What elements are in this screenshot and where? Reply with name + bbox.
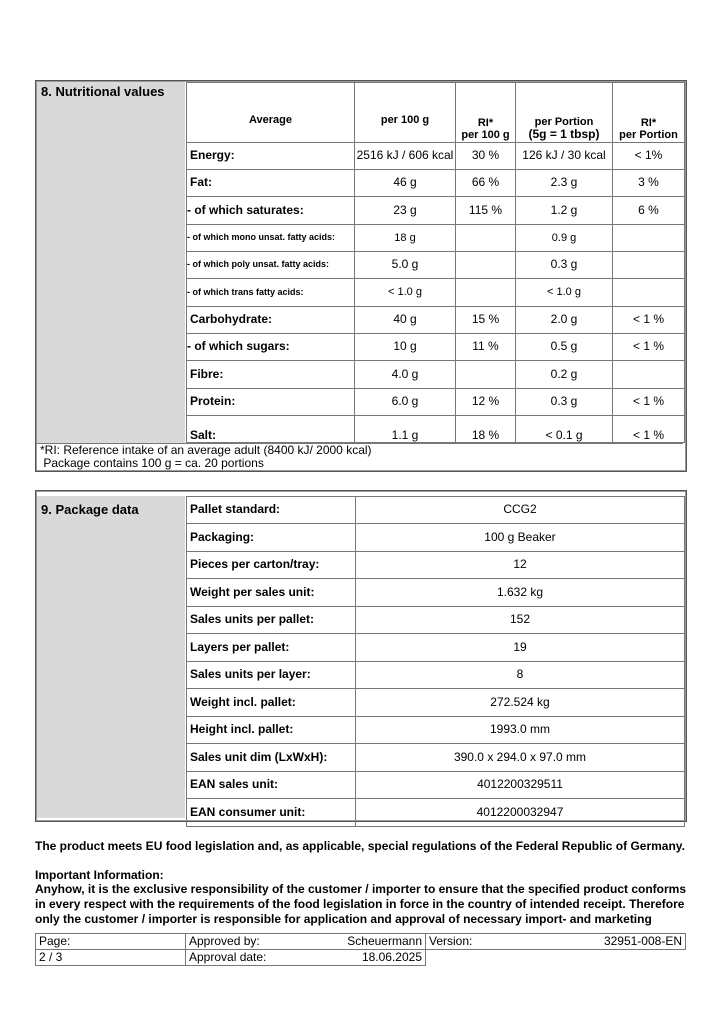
empty-cell [426,950,686,966]
nutrient-riportion [613,279,685,307]
package-gray-panel [37,496,185,818]
nutrient-ri100 [456,225,516,252]
nutrient-ri100: 115 % [456,197,516,225]
package-label: Sales units per layer: [187,662,356,689]
nutrient-riportion: 3 % [613,170,685,197]
header-portion-line2: (5g = 1 tbsp) [528,126,600,141]
package-row [187,524,685,552]
nutrient-label: Energy: [187,143,355,170]
package-title: 9. Package data [41,502,139,517]
package-value: 4012200329511 [356,772,685,799]
package-row [187,744,685,772]
nutrient-ri100 [456,279,516,307]
nutrient-portion: < 1.0 g [516,279,613,307]
package-value: 390.0 x 294.0 x 97.0 mm [356,744,685,772]
nutrient-ri100: 18 % [456,416,516,443]
approval-date-label: Approval date: [189,949,267,964]
nutrient-label: Carbohydrate: [187,307,355,334]
header-ri100 [456,83,516,143]
nutrient-per100: 18 g [355,225,456,252]
package-label: EAN consumer unit: [187,799,356,827]
approved-by-cell [186,934,426,950]
nutrition-gray-panel [37,82,185,444]
nutrient-per100: 2516 kJ / 606 kcal [355,143,456,170]
nutrient-riportion [613,225,685,252]
nutrient-per100: < 1.0 g [355,279,456,307]
nutrient-per100: 10 g [355,334,456,361]
nutrition-row [187,334,685,361]
nutrient-portion: 0.3 g [516,252,613,279]
nutrient-per100: 5.0 g [355,252,456,279]
ri-footnote: *RI: Reference intake of an average adult (8400 kJ/ 2000 kcal) [40,443,372,457]
nutrient-per100: 1.1 g [355,416,456,443]
nutrient-portion: 0.9 g [516,225,613,252]
nutrient-portion: 2.0 g [516,307,613,334]
nutrient-riportion: < 1 % [613,307,685,334]
nutrient-per100: 40 g [355,307,456,334]
nutrient-ri100 [456,252,516,279]
nutrient-riportion: < 1 % [613,416,685,443]
nutrient-per100: 46 g [355,170,456,197]
package-row [187,634,685,662]
nutrition-row [187,279,685,307]
header-riportion-line1: RI* [640,116,657,129]
header-average: Average [187,83,355,143]
package-value: CCG2 [356,497,685,524]
approval-date-cell [186,950,426,966]
page-value: 2 / 3 [36,950,186,966]
package-label: Sales units per pallet: [187,607,356,634]
package-value: 100 g Beaker [356,524,685,552]
nutrient-per100: 4.0 g [355,361,456,389]
nutrition-row [187,361,685,389]
nutrition-row [187,389,685,416]
nutrient-per100: 23 g [355,197,456,225]
nutrient-portion: 1.2 g [516,197,613,225]
portion-footnote: Package contains 100 g = ca. 20 portions [40,456,264,470]
package-value: 19 [356,634,685,662]
header-riportion-line2: per Portion [619,128,678,141]
nutrient-ri100: 11 % [456,334,516,361]
header-portion-line1: per Portion [534,115,594,128]
approved-by-value: Scheuermann [347,933,422,948]
nutrient-ri100: 66 % [456,170,516,197]
footer-table [35,933,686,966]
nutrient-portion: < 0.1 g [516,416,613,443]
package-label: Height incl. pallet: [187,717,356,744]
package-row [187,717,685,744]
nutrient-portion: 0.2 g [516,361,613,389]
nutrition-row [187,170,685,197]
package-row [187,689,685,717]
package-label: Pallet standard: [187,497,356,524]
package-value: 4012200032947 [356,799,685,827]
nutrient-label: Fibre: [187,361,355,389]
approval-date-value: 18.06.2025 [361,949,422,964]
approved-by-label: Approved by: [189,933,260,948]
package-row [187,772,685,799]
header-ri100-line2: per 100 g [461,128,510,141]
nutrient-riportion: < 1 % [613,334,685,361]
nutrient-label: - of which trans fatty acids: [187,279,355,307]
package-row [187,497,685,524]
nutrient-portion: 0.5 g [516,334,613,361]
nutrition-table [186,82,685,443]
package-label: Sales unit dim (LxWxH): [187,744,356,772]
package-label: EAN sales unit: [187,772,356,799]
nutrient-ri100: 12 % [456,389,516,416]
package-label: Weight incl. pallet: [187,689,356,717]
nutrient-label: - of which sugars: [187,334,355,361]
nutrient-portion: 2.3 g [516,170,613,197]
package-value: 12 [356,552,685,579]
nutrient-label: - of which poly unsat. fatty acids: [187,252,355,279]
header-per100: per 100 g [355,83,456,143]
package-row [187,799,685,827]
nutrition-row [187,252,685,279]
package-value: 152 [356,607,685,634]
version-cell [426,934,686,950]
nutrient-riportion [613,361,685,389]
footer-row [36,934,686,950]
header-riportion [613,83,685,143]
nutrient-label: Salt: [187,416,355,443]
nutrient-riportion [613,252,685,279]
nutrient-ri100 [456,361,516,389]
nutrient-portion: 0.3 g [516,389,613,416]
package-row [187,579,685,607]
nutrient-riportion: 6 % [613,197,685,225]
package-row [187,552,685,579]
footer-row [36,950,686,966]
nutrient-label: Fat: [187,170,355,197]
nutrient-riportion: < 1% [613,143,685,170]
nutrient-portion: 126 kJ / 30 kcal [516,143,613,170]
important-info-title: Important Information: [35,868,164,882]
package-label: Layers per pallet: [187,634,356,662]
nutrition-row [187,307,685,334]
package-value: 8 [356,662,685,689]
nutrition-row [187,143,685,170]
header-portion [516,83,613,143]
nutrition-notes [37,443,683,470]
package-label: Packaging: [187,524,356,552]
version-label: Version: [429,933,473,948]
nutrient-label: - of which saturates: [187,197,355,225]
nutrient-ri100: 15 % [456,307,516,334]
nutrition-title: 8. Nutritional values [41,84,165,99]
legislation-statement: The product meets EU food legislation and, as applicable, special regulations of the Federal Republic of Germany. [35,839,685,853]
nutrition-row [187,225,685,252]
important-info-body: Anyhow, it is the exclusive responsibility of the customer / importer to ensure that the specified product conforms in every respect with the requirements of the food legislation in force in the country of intended receipt. Therefore only the customer / importer is responsible for application and approval of necessary import- and marketing [35,882,687,926]
package-label: Weight per sales unit: [187,579,356,607]
nutrient-riportion: < 1 % [613,389,685,416]
package-row [187,662,685,689]
package-value: 272.524 kg [356,689,685,717]
package-value: 1.632 kg [356,579,685,607]
nutrition-row [187,416,685,443]
nutrient-ri100: 30 % [456,143,516,170]
nutrient-label: Protein: [187,389,355,416]
package-label: Pieces per carton/tray: [187,552,356,579]
nutrition-header-row [187,83,685,143]
nutrition-row [187,197,685,225]
package-value: 1993.0 mm [356,717,685,744]
version-value: 32951-008-EN [603,933,682,948]
nutrient-per100: 6.0 g [355,389,456,416]
package-row [187,607,685,634]
page-label: Page: [36,934,186,950]
header-ri100-line1: RI* [477,116,494,129]
package-table [186,496,685,827]
nutrient-label: - of which mono unsat. fatty acids: [187,225,355,252]
